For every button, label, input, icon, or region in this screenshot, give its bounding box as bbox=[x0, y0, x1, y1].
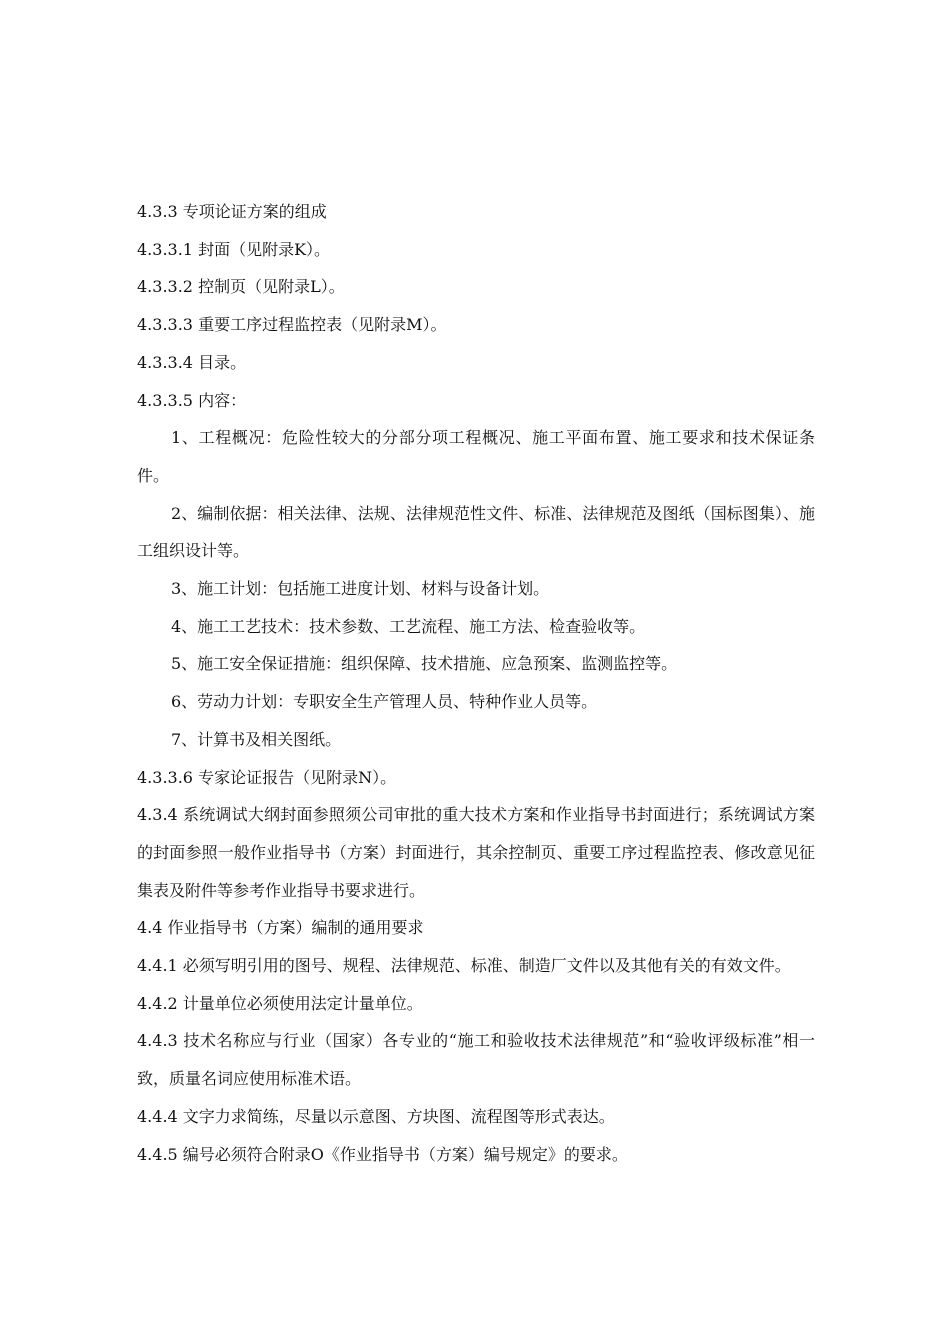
item-4-3-3-1: 4.3.3.1 封面（见附录K）。 bbox=[137, 239, 331, 259]
section-heading-4-3-3: 4.3.3 专项论证方案的组成 bbox=[137, 202, 327, 221]
content-item-3: 3、施工计划：包括施工进度计划、材料与设备计划。 bbox=[171, 579, 550, 599]
content-item-6: 6、劳动力计划：专职安全生产管理人员、特种作业人员等。 bbox=[171, 692, 598, 712]
section-heading-4-4: 4.4 作业指导书（方案）编制的通用要求 bbox=[137, 918, 424, 938]
item-4-3-3-5: 4.3.3.5 内容： bbox=[137, 390, 247, 410]
item-4-3-3-4: 4.3.3.4 目录。 bbox=[137, 352, 247, 372]
content-item-5: 5、施工安全保证措施：组织保障、技术措施、应急预案、监测监控等。 bbox=[171, 654, 678, 674]
item-4-4-3: 4.4.3 技术名称应与行业（国家）各专业的“施工和验收技术法律规范”和“验收评级标准”相一致，质量名词应使用标准术语。 bbox=[137, 1031, 815, 1089]
item-4-4-1: 4.4.1 必须写明引用的图号、规程、法律规范、标准、制造厂文件以及其他有关的有效文件。 bbox=[137, 956, 791, 976]
item-4-3-3-6: 4.3.3.6 专家论证报告（见附录N）。 bbox=[137, 767, 397, 787]
item-4-4-2: 4.4.2 计量单位必须使用法定计量单位。 bbox=[137, 993, 423, 1013]
item-4-4-5: 4.4.5 编号必须符合附录O《作业指导书（方案）编号规定》的要求。 bbox=[137, 1144, 628, 1164]
item-4-4-4: 4.4.4 文字力求简练，尽量以示意图、方块图、流程图等形式表达。 bbox=[137, 1106, 615, 1126]
item-4-3-3-2: 4.3.3.2 控制页（见附录L）。 bbox=[137, 277, 345, 297]
section-4-3-4: 4.3.4 系统调试大纲封面参照须公司审批的重大技术方案和作业指导书封面进行；系统调试方案的封面参照一般作业指导书（方案）封面进行，其余控制页、重要工序过程监控表、修改意见征集表及附件等参考作业指导书要求进行。 bbox=[137, 805, 815, 900]
content-item-4: 4、施工工艺技术：技术参数、工艺流程、施工方法、检查验收等。 bbox=[171, 616, 646, 636]
content-item-7: 7、计算书及相关图纸。 bbox=[171, 729, 342, 749]
document-page bbox=[137, 193, 815, 1173]
content-item-1: 1、工程概况：危险性较大的分部分项工程概况、施工平面布置、施工要求和技术保证条件。 bbox=[137, 428, 815, 485]
item-4-3-3-3: 4.3.3.3 重要工序过程监控表（见附录M）。 bbox=[137, 315, 447, 335]
content-item-2: 2、编制依据：相关法律、法规、法律规范性文件、标准、法律规范及图纸（国标图集）、施工组织设计等。 bbox=[137, 503, 815, 561]
